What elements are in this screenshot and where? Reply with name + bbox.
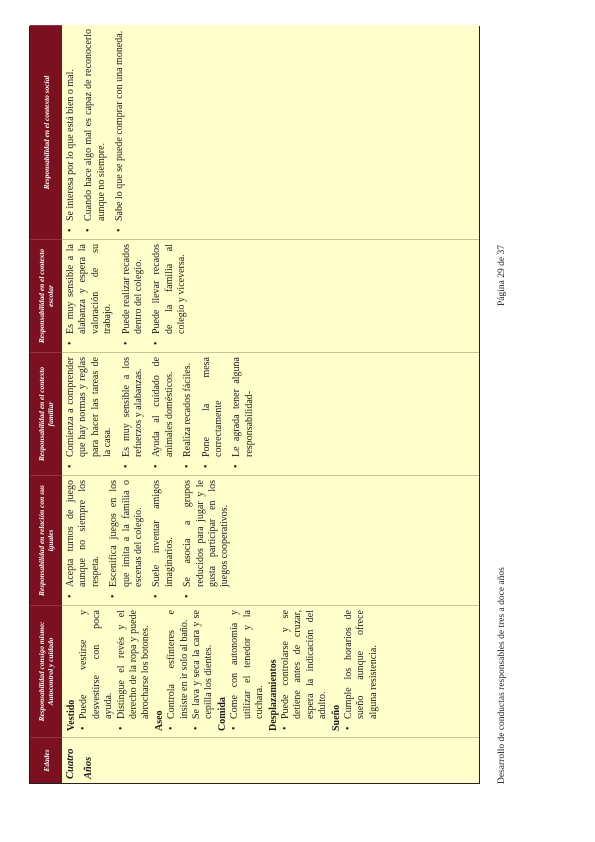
age-label: Años	[83, 756, 94, 779]
list-item: • Se asocia a grupos reducidos para jugar y le gusta participar en los juegos cooperativos.	[182, 480, 232, 599]
age-label: Cuatro	[65, 748, 76, 779]
responsibility-table	[29, 26, 480, 784]
list-item: • Escenifica juegos en los que imita a la familia o escenas del colegio.	[108, 480, 145, 599]
header-autocontrol: Responsabilidad consigo mismo: Autocontrol y cuidado	[30, 605, 62, 737]
footer-title: Desarrollo de conductas responsables de tres a doce años	[497, 567, 507, 784]
list-item: • Come con autonomía y utilizar el tenedor y la cuchara.	[229, 610, 266, 731]
header-iguales: Responsabilidad en relación con sus iguales	[30, 475, 62, 605]
page-number: Página 29 de 37	[497, 245, 507, 306]
list-item: • Pone la mesa correctamente	[201, 357, 226, 469]
header-social: Responsabilidad en el contexto social	[30, 25, 62, 239]
list-item: • Es muy sensible a la alabanza y espera la valoración de su trabajo.	[65, 244, 115, 346]
list-item: • Puede vestirse y desvestirse con poca ayuda.	[78, 610, 115, 731]
header-escolar: Responsabilidad en el contexto escolar	[30, 239, 62, 352]
social-cell	[62, 25, 479, 239]
list-item: • Se lava y seca la cara y se cepilla los dientes.	[191, 610, 216, 731]
list-item: • Suele inventar amigos imaginarios.	[151, 480, 176, 599]
list-item: • Puede llevar recados de la familia al colegio y viceversa.	[151, 244, 188, 346]
ages-cell	[62, 737, 479, 783]
section-heading: Vestido	[66, 699, 77, 731]
list-item: • Cumple los horarios de sueño aunque ofrece alguna resistencia.	[343, 610, 380, 731]
list-item: • Es muy sensible a los refuerzos y alabanzas.	[121, 357, 146, 469]
list-item: • Comienza a comprender que hay normas y reglas para hacer las tareas de la casa.	[65, 357, 115, 469]
section-heading: Sueño	[330, 704, 342, 731]
list-item: • Le agrada tener alguna responsabilidad-	[231, 357, 256, 469]
list-item: • Se interesa por lo que está bien o mal.	[65, 29, 77, 233]
autocontrol-cell	[62, 605, 479, 737]
list-item: • Puede realizar recados dentro del colegio.	[121, 244, 146, 346]
list-item: • Cuando hace algo mal es capaz de reconocerlo aunque no siempre.	[83, 29, 108, 233]
iguales-cell	[62, 475, 479, 605]
section-heading: Comida	[216, 697, 228, 731]
list-item: • Realiza recados fáciles.	[182, 357, 194, 469]
header-edades: Edades	[30, 737, 62, 783]
list-item: • Puede controlarse y se detiene antes de cruzar, espera la indicación del adulto.	[280, 610, 330, 731]
list-item: • Distingue el revés y el derecho de la ropa y puede abrocharse los botones.	[116, 610, 153, 731]
section-heading: Aseo	[153, 710, 165, 731]
section-heading: Desplazamientos	[267, 659, 279, 731]
list-item: • Acepta turnos de juego aunque no siempre los respeta.	[65, 480, 102, 599]
familiar-cell	[62, 352, 479, 475]
list-item: • Ayuda al cuidado de animales domésticos.	[151, 357, 176, 469]
escolar-cell	[62, 239, 479, 352]
list-item: • Controla esfínteres e insiste en ir solo al baño.	[166, 610, 191, 731]
header-familiar: Responsabilidad en el contexto familiar	[30, 352, 62, 475]
list-item: • Sabe lo que se puede comprar con una moneda.	[114, 29, 126, 233]
